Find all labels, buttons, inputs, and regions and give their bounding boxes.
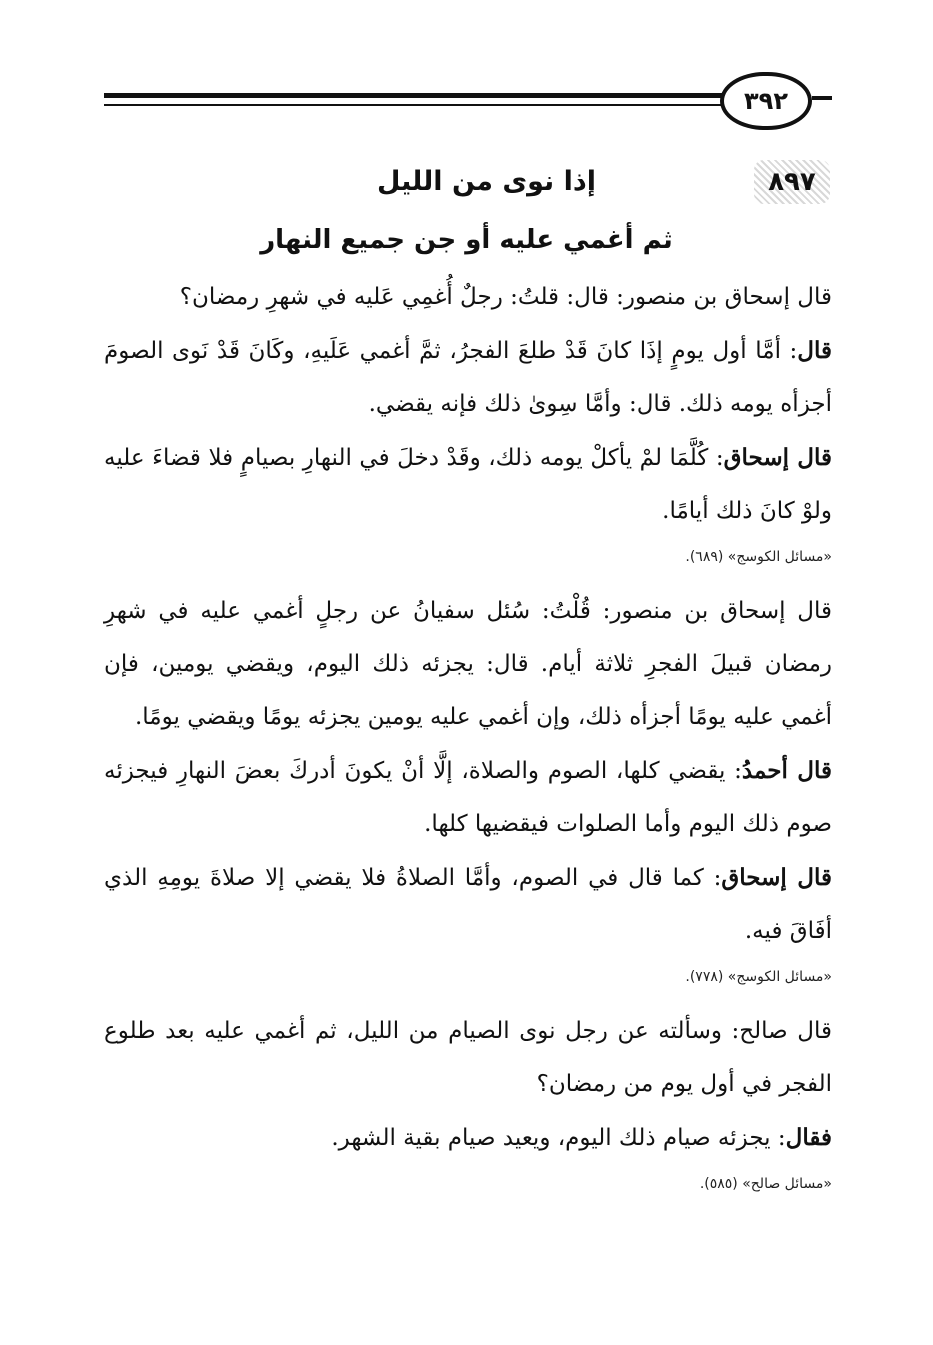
paragraph-text: : يجزئه صيام ذلك اليوم، ويعيد صيام بقية الشهر. <box>331 1125 786 1151</box>
body-text <box>104 270 832 1211</box>
paragraph <box>104 1004 832 1111</box>
header-rule <box>104 93 722 98</box>
paragraph <box>104 270 832 324</box>
paragraph <box>104 324 832 431</box>
paragraph-text: قال إسحاق بن منصور: قال: قلتُ: رجلٌ أُغمِي عَليه في شهرِ رمضان؟ <box>179 284 832 310</box>
speaker-label: قال إسحاق <box>721 864 832 891</box>
speaker-label: قال <box>797 337 832 364</box>
speaker-label: قال أحمدُ <box>741 757 833 784</box>
paragraph-text: : يقضي كلها، الصوم والصلاة، إلَّا أنْ يكونَ أدركَ بعضَ النهارِ فيجزئه صوم ذلك اليوم وأما الصلوات فيقضيها كلها. <box>104 758 832 837</box>
paragraph <box>104 744 832 851</box>
paragraph <box>104 851 832 958</box>
paragraph-text: : أمَّا أول يومٍ إذَا كانَ قَدْ طلعَ الفجرُ، ثمَّ أغمي عَلَيهِ، وكَانَ قَدْ نَوى الصومَ أجزأه يومه ذلك. قال: وأمَّا سِوىٰ ذلك فإنه يقضي. <box>104 338 832 417</box>
paragraph-text: : كُلَّمَا لمْ يأكلْ يومه ذلك، وقَدْ دخلَ في النهارِ بصيامٍ فلا قضاءَ عليه ولوْ كانَ ذلك أيامًا. <box>104 445 832 524</box>
section-title: إذا نوى من الليل <box>377 166 596 197</box>
source-reference: «مسائل صالح» (٥٨٥). <box>699 1176 832 1192</box>
source-reference: «مسائل الكوسج» (٦٨٩). <box>685 549 832 565</box>
header-rule-thin <box>104 104 722 106</box>
page-number: ٣٩٢ <box>720 72 812 130</box>
paragraph-text: : كما قال في الصوم، وأمَّا الصلاةُ فلا يقضي إلا صلاةَ يومِهِ الذي أفَاقَ فيه. <box>104 865 832 944</box>
speaker-label: قال إسحاق <box>723 444 832 471</box>
paragraph <box>104 584 832 744</box>
speaker-label: فقال <box>785 1124 832 1151</box>
section-subtitle: ثم أغمي عليه أو جن جميع النهار <box>260 225 673 255</box>
paragraph-text: قال صالح: وسألته عن رجل نوى الصيام من الليل، ثم أغمي عليه بعد طلوع الفجر في أول يوم من رمضان؟ <box>104 1018 832 1097</box>
source-reference: «مسائل الكوسج» (٧٧٨). <box>685 969 832 985</box>
section-number: ٨٩٧ <box>754 160 830 204</box>
paragraph <box>104 1111 832 1165</box>
paragraph <box>104 431 832 538</box>
header-rule-right <box>812 96 832 100</box>
paragraph-text: قال إسحاق بن منصور: قُلْتُ: سُئل سفيانُ عن رجلٍ أغمي عليه في شهرِ رمضان قبيلَ الفجرِ ثلاثة أيام. قال: يجزئه ذلك اليوم، ويقضي يومين، فإن أغمي عليه يومًا أجزأه ذلك، وإن أغمي عليه يومين يجزئه يومًا ويقضي يومًا. <box>104 598 832 730</box>
